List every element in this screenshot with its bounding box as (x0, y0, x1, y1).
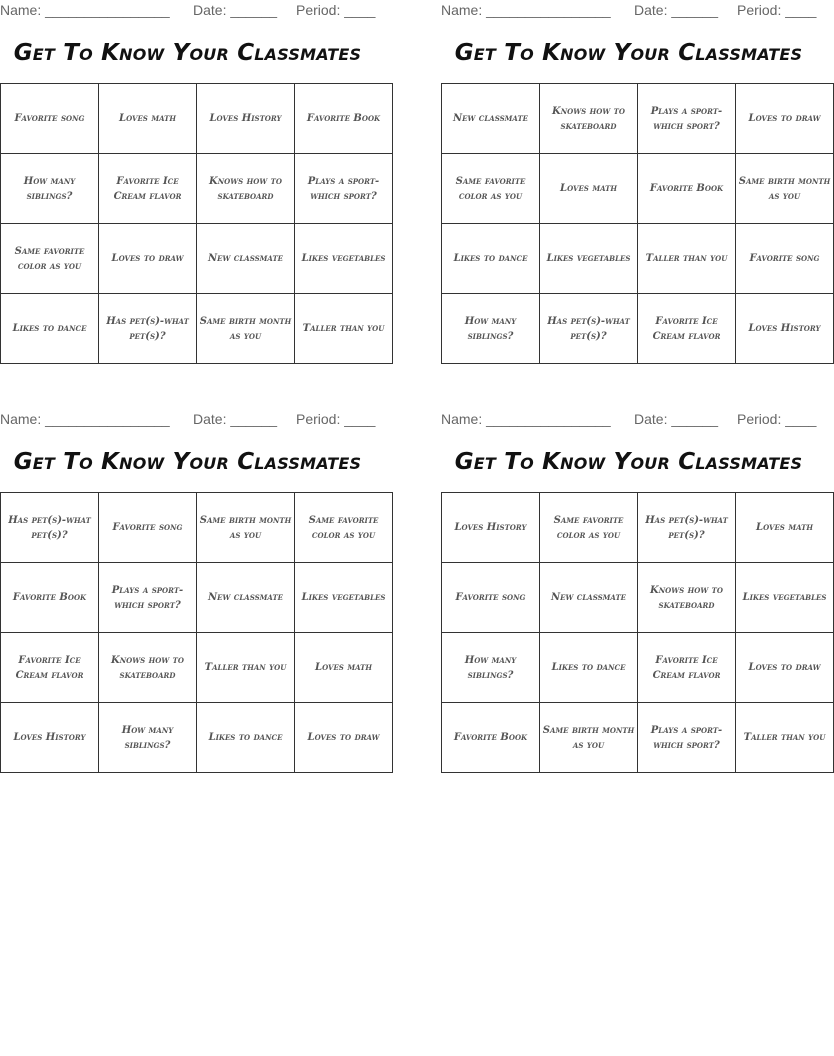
bingo-square: Favorite Ice Cream flavor (638, 633, 736, 703)
date-field-label: Date: ______ (634, 411, 719, 427)
name-date-period-line (0, 411, 375, 429)
bingo-square: Loves math (295, 633, 393, 703)
bingo-square: Plays a sport-which sport? (295, 154, 393, 224)
bingo-square: How many siblings? (1, 154, 99, 224)
bingo-square: Likes to dance (1, 294, 99, 364)
grid-row (1, 633, 393, 703)
bingo-square: Plays a sport-which sport? (638, 703, 736, 773)
bingo-square: How many siblings? (442, 633, 540, 703)
bingo-square: Same favorite color as you (540, 493, 638, 563)
date-field-label: Date: ______ (193, 411, 278, 427)
bingo-square: How many siblings? (442, 294, 540, 364)
bingo-card-1 (0, 0, 386, 365)
bingo-square: Knows how to skateboard (99, 633, 197, 703)
bingo-grid (441, 492, 834, 773)
grid-row (442, 224, 834, 294)
bingo-square: Likes vegetables (295, 224, 393, 294)
bingo-square: Favorite song (736, 224, 834, 294)
bingo-square: Knows how to skateboard (197, 154, 295, 224)
bingo-square: Loves math (99, 84, 197, 154)
name-field-label: Name: ________________ (0, 411, 170, 427)
bingo-square: Likes vegetables (295, 563, 393, 633)
name-date-period-line (441, 2, 816, 20)
bingo-square: Favorite Book (638, 154, 736, 224)
bingo-square: Has pet(s)-what pet(s)? (540, 294, 638, 364)
bingo-square: Same birth month as you (197, 294, 295, 364)
bingo-square: Loves math (540, 154, 638, 224)
grid-row (1, 493, 393, 563)
grid-row (442, 703, 834, 773)
bingo-square: Loves History (197, 84, 295, 154)
bingo-square: Plays a sport-which sport? (638, 84, 736, 154)
grid-row (1, 84, 393, 154)
name-date-period-line (441, 411, 816, 429)
period-field-label: Period: ____ (296, 2, 376, 18)
bingo-square: New classmate (197, 563, 295, 633)
bingo-square: Same birth month as you (197, 493, 295, 563)
name-field-label: Name: ________________ (0, 2, 170, 18)
bingo-square: Same birth month as you (540, 703, 638, 773)
bingo-square: Same birth month as you (736, 154, 834, 224)
bingo-square: Loves to draw (99, 224, 197, 294)
grid-row (1, 703, 393, 773)
bingo-square: Favorite Ice Cream flavor (638, 294, 736, 364)
bingo-square: Loves History (736, 294, 834, 364)
bingo-square: Likes to dance (197, 703, 295, 773)
bingo-square: Loves to draw (295, 703, 393, 773)
date-field-label: Date: ______ (634, 2, 719, 18)
bingo-square: Loves to draw (736, 633, 834, 703)
bingo-square: Loves History (1, 703, 99, 773)
grid-row (1, 154, 393, 224)
grid-row (1, 294, 393, 364)
card-title: Get To Know Your Classmates (13, 449, 362, 475)
name-date-period-line (0, 2, 375, 20)
bingo-square: Favorite Ice Cream flavor (99, 154, 197, 224)
period-field-label: Period: ____ (296, 411, 376, 427)
bingo-grid (0, 83, 393, 364)
bingo-square: Favorite Ice Cream flavor (1, 633, 99, 703)
card-title: Get To Know Your Classmates (13, 40, 362, 66)
grid-row (442, 493, 834, 563)
bingo-square: Knows how to skateboard (638, 563, 736, 633)
name-field-label: Name: ________________ (441, 411, 611, 427)
bingo-square: Favorite Book (442, 703, 540, 773)
date-field-label: Date: ______ (193, 2, 278, 18)
bingo-square: Same favorite color as you (442, 154, 540, 224)
bingo-card-2 (441, 0, 831, 365)
bingo-square: New classmate (442, 84, 540, 154)
bingo-square: Same favorite color as you (1, 224, 99, 294)
name-field-label: Name: ________________ (441, 2, 611, 18)
bingo-square: Likes to dance (540, 633, 638, 703)
period-field-label: Period: ____ (737, 2, 817, 18)
card-title: Get To Know Your Classmates (454, 449, 803, 475)
bingo-grid (441, 83, 834, 364)
grid-row (442, 154, 834, 224)
bingo-square: Favorite Book (1, 563, 99, 633)
bingo-square: Loves History (442, 493, 540, 563)
bingo-card-4 (441, 409, 827, 774)
grid-row (1, 563, 393, 633)
bingo-square: Taller than you (197, 633, 295, 703)
bingo-card-3 (0, 409, 386, 774)
grid-row (1, 224, 393, 294)
bingo-square: New classmate (197, 224, 295, 294)
bingo-grid (0, 492, 393, 773)
bingo-square: New classmate (540, 563, 638, 633)
grid-row (442, 563, 834, 633)
bingo-square: Same favorite color as you (295, 493, 393, 563)
grid-row (442, 294, 834, 364)
grid-row (442, 84, 834, 154)
bingo-square: Has pet(s)-what pet(s)? (638, 493, 736, 563)
bingo-square: Favorite song (1, 84, 99, 154)
bingo-square: Taller than you (638, 224, 736, 294)
card-title: Get To Know Your Classmates (454, 40, 803, 66)
bingo-square: Taller than you (295, 294, 393, 364)
bingo-square: Loves to draw (736, 84, 834, 154)
bingo-square: Has pet(s)-what pet(s)? (99, 294, 197, 364)
bingo-square: Favorite Book (295, 84, 393, 154)
bingo-square: Likes vegetables (736, 563, 834, 633)
bingo-square: Plays a sport-which sport? (99, 563, 197, 633)
bingo-square: How many siblings? (99, 703, 197, 773)
bingo-square: Likes to dance (442, 224, 540, 294)
period-field-label: Period: ____ (737, 411, 817, 427)
bingo-square: Likes vegetables (540, 224, 638, 294)
bingo-square: Has pet(s)-what pet(s)? (1, 493, 99, 563)
bingo-square: Favorite song (99, 493, 197, 563)
bingo-square: Taller than you (736, 703, 834, 773)
bingo-square: Favorite song (442, 563, 540, 633)
bingo-square: Loves math (736, 493, 834, 563)
grid-row (442, 633, 834, 703)
bingo-square: Knows how to skateboard (540, 84, 638, 154)
